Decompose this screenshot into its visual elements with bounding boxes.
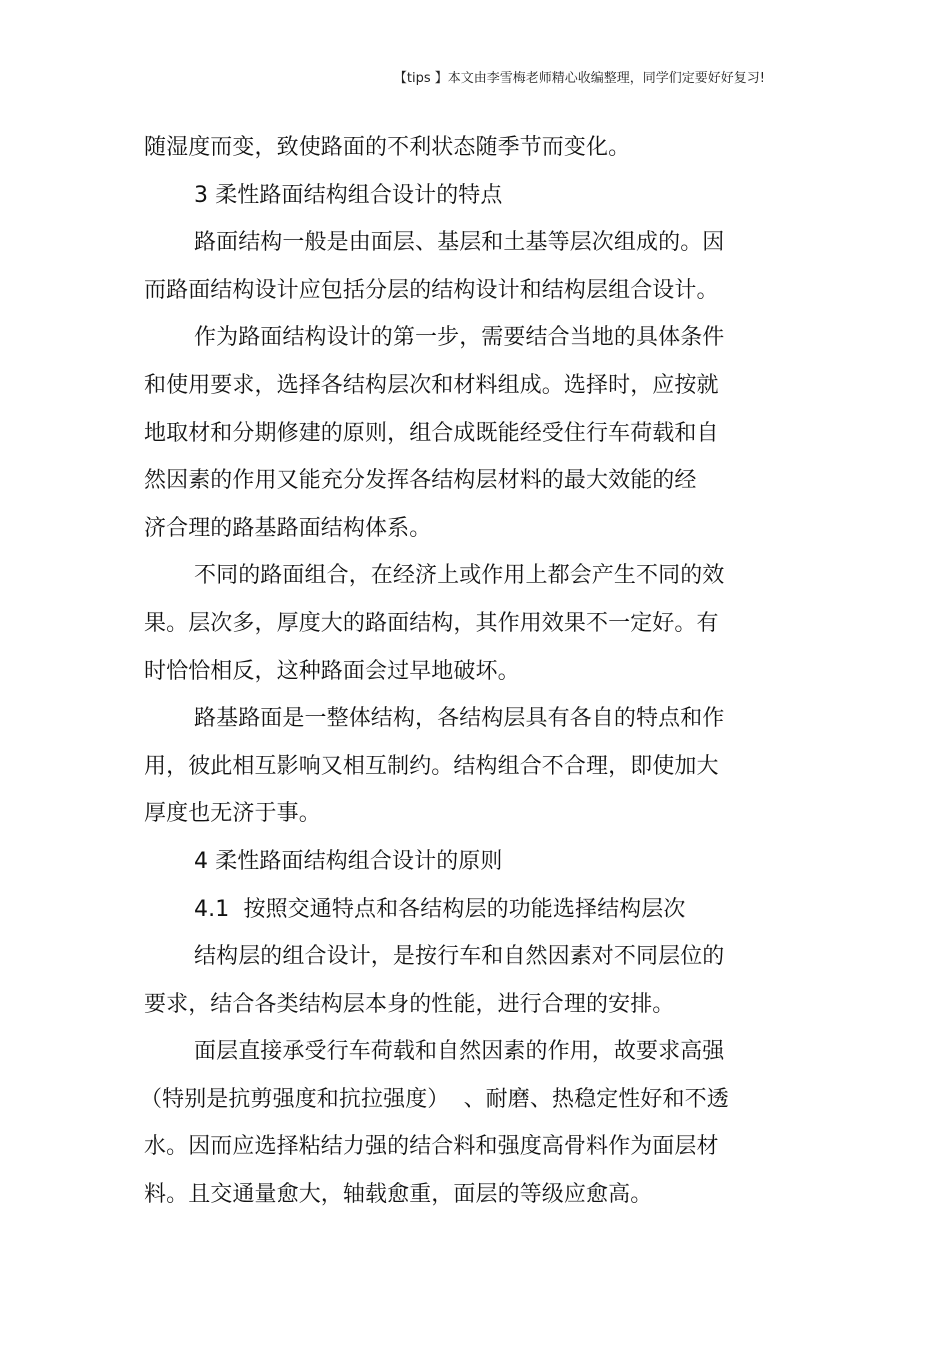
section-heading: 3 柔性路面结构组合设计的特点 (194, 182, 503, 208)
document-body (140, 124, 784, 1219)
text-line: 面层直接承受行车荷载和自然因素的作用，故要求高强 (194, 1039, 725, 1065)
text-line: 厚度也无济于事。 (144, 801, 321, 827)
subsection-heading: 4.1 按照交通特点和各结构层的功能选择结构层次 (194, 896, 686, 922)
text-line: 要求，结合各类结构层本身的性能，进行合理的安排。 (144, 991, 675, 1017)
text-line: 果。层次多，厚度大的路面结构，其作用效果不一定好。有 (144, 610, 719, 636)
header-note: 【tips 】本文由李雪梅老师精心收编整理，同学们定要好好复习! (393, 71, 765, 86)
text-line: 路面结构一般是由面层、基层和土基等层次组成的。因 (194, 230, 725, 256)
text-line: 不同的路面组合，在经济上或作用上都会产生不同的效 (194, 563, 725, 589)
text-line: 料。且交通量愈大，轴载愈重，面层的等级应愈高。 (144, 1182, 653, 1208)
text-line: 水。因而应选择粘结力强的结合料和强度高骨料作为面层材 (144, 1134, 719, 1160)
text-line: 路基路面是一整体结构，各结构层具有各自的特点和作 (194, 706, 725, 732)
text-line: 结构层的组合设计，是按行车和自然因素对不同层位的 (194, 944, 725, 970)
text-line: 时恰恰相反，这种路面会过早地破坏。 (144, 658, 520, 684)
section-heading: 4 柔性路面结构组合设计的原则 (194, 848, 503, 874)
text-line: 作为路面结构设计的第一步，需要结合当地的具体条件 (194, 325, 725, 351)
text-line: 用，彼此相互影响又相互制约。结构组合不合理，即使加大 (144, 753, 719, 779)
text-line: 地取材和分期修建的原则，组合成既能经受住行车荷载和自 (144, 420, 719, 446)
text-line: 济合理的路基路面结构体系。 (144, 515, 432, 541)
text-line: 而路面结构设计应包括分层的结构设计和结构层组合设计。 (144, 277, 719, 303)
text-line: 然因素的作用又能充分发挥各结构层材料的最大效能的经 (144, 468, 697, 494)
text-line: （特别是抗剪强度和抗拉强度） 、耐磨、热稳定性好和不透 (140, 1086, 729, 1112)
text-line: 随湿度而变，致使路面的不利状态随季节而变化。 (144, 135, 631, 160)
text-line: 和使用要求，选择各结构层次和材料组成。选择时，应按就 (144, 372, 719, 398)
